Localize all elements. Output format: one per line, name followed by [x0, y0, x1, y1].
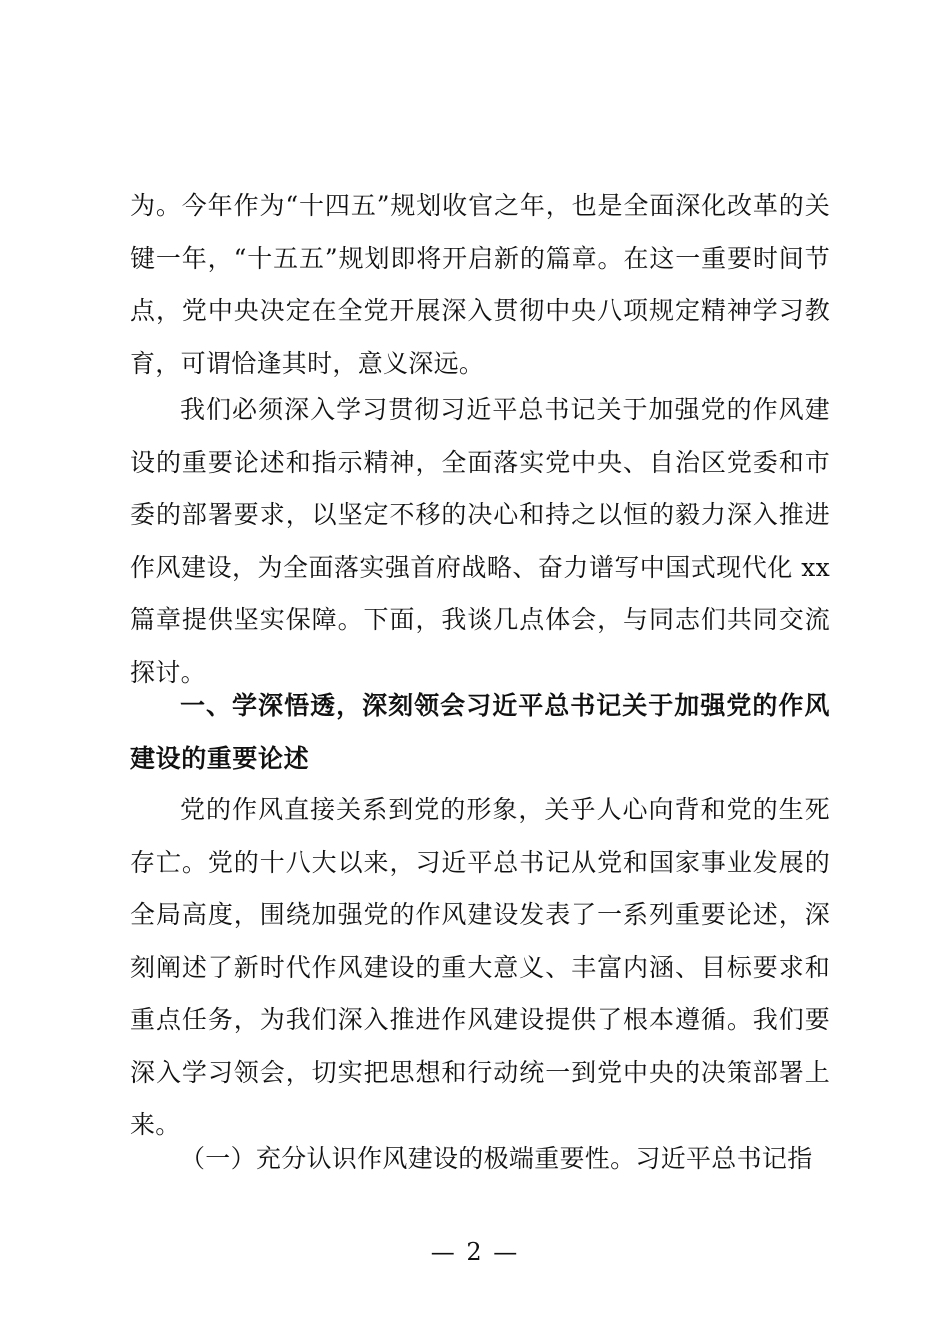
page-number: — 2 —: [430, 1238, 520, 1266]
section-heading: 一、学深悟透，深刻领会习近平总书记关于加强党的作风建设的重要论述: [130, 691, 830, 773]
paragraph-section-body: 党的作风直接关系到党的形象，关乎人心向背和党的生死存亡。党的十八大以来，习近平总书记从党和国家事业发展的全局高度，围绕加强党的作风建设发表了一系列重要论述，深刻阐述了新时代作风建设的重大意义、丰富内涵、目标要求和重点任务，为我们深入推进作风建设提供了根本遵循。我们要深入学习领会，切实把思想和行动统一到党中央的决策部署上来。: [130, 795, 830, 1139]
paragraph-subsection: （一）充分认识作风建设的极端重要性。习近平总书记指: [180, 1144, 813, 1173]
paragraph-intro: 我们必须深入学习贯彻习近平总书记关于加强党的作风建设的重要论述和指示精神，全面落实党中央、自治区党委和市委的部署要求，以坚定不移的决心和持之以恒的毅力深入推进作风建设，为全面落实强首府战略、奋力谱写中国式现代化 xx 篇章提供坚实保障。下面，我谈几点体会，与同志们共同交流探讨。: [130, 395, 830, 687]
paragraph-continuation: 为。今年作为“十四五”规划收官之年，也是全面深化改革的关键一年，“十五五”规划即将开启新的篇章。在这一重要时间节点，党中央决定在全党开展深入贯彻中央八项规定精神学习教育，可谓恰逢其时，意义深远。: [130, 191, 830, 378]
